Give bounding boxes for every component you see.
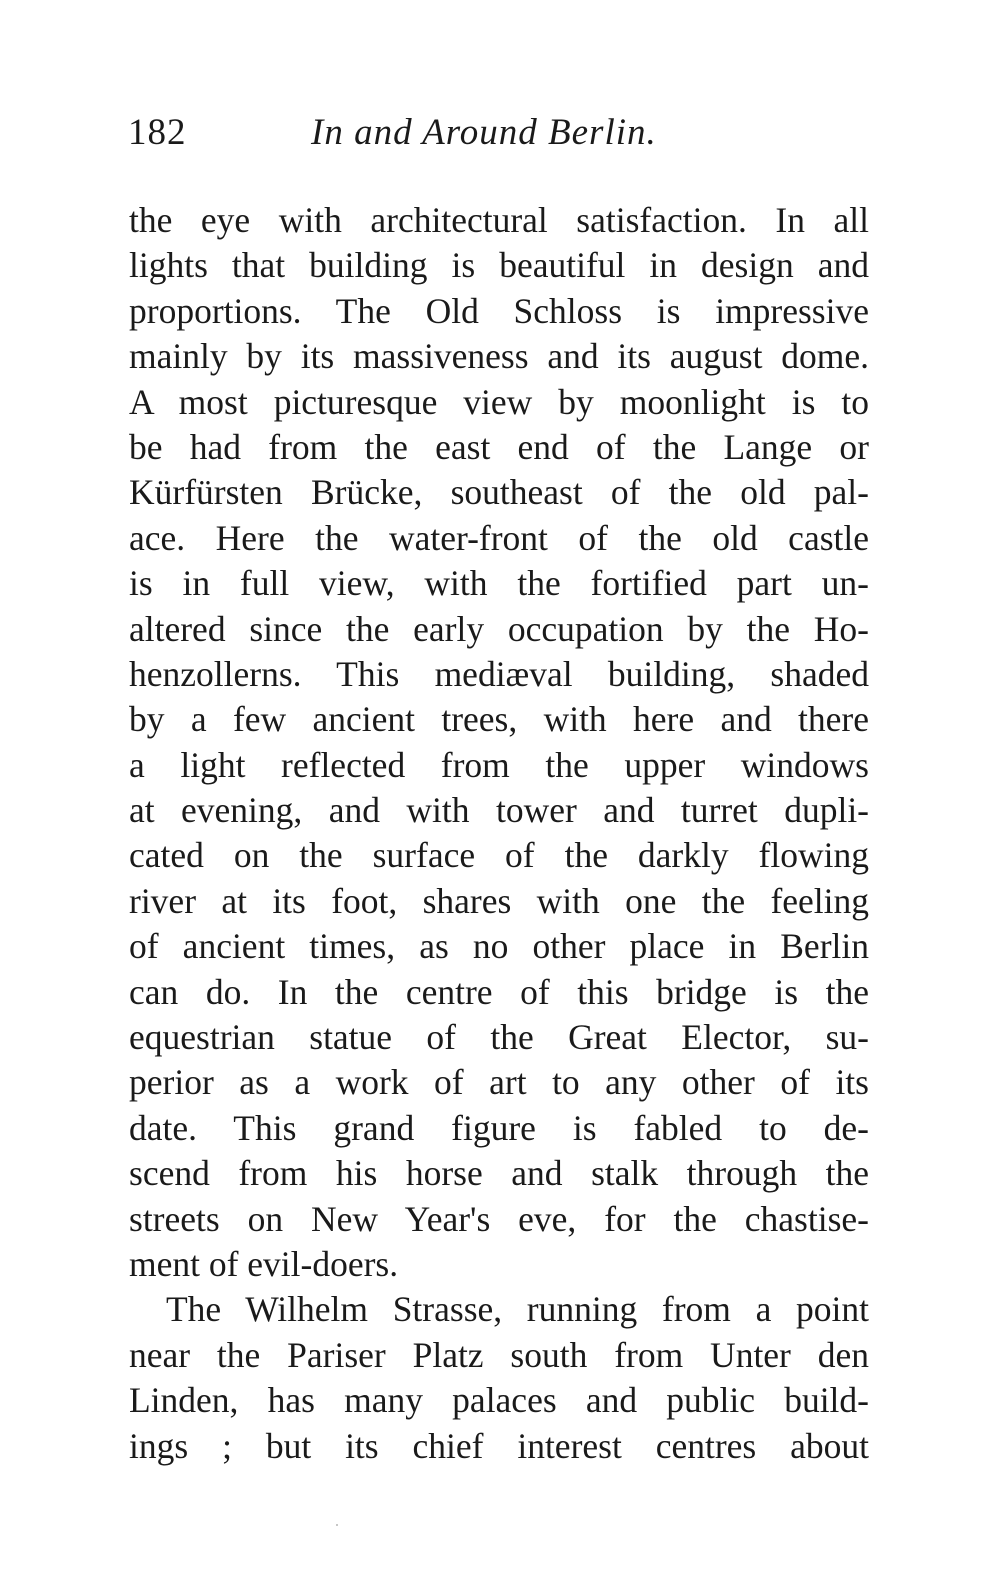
page-number: 182	[128, 112, 187, 153]
running-head	[128, 108, 868, 158]
text-line: by a few ancient trees, with here and there	[129, 699, 869, 740]
text-line: at evening, and with tower and turret dupli-	[129, 790, 869, 831]
text-line: A most picturesque view by moonlight is to	[129, 381, 869, 422]
text-line: streets on New Year's eve, for the chastise-	[129, 1198, 869, 1239]
text-line: Kürfürsten Brücke, southeast of the old pal-	[129, 472, 869, 513]
text-line: equestrian statue of the Great Elector, su-	[129, 1017, 869, 1058]
text-line: date. This grand figure is fabled to de-	[129, 1107, 869, 1148]
text-line: scend from his horse and stalk through the	[129, 1153, 869, 1194]
body-text	[129, 198, 869, 1469]
text-line: lights that building is beautiful in design and	[129, 245, 869, 286]
paragraph-2	[129, 1287, 869, 1469]
text-line: ace. Here the water-front of the old castle	[129, 517, 869, 558]
text-line: Linden, has many palaces and public build-	[129, 1380, 869, 1421]
text-line: the eye with architectural satisfaction. In all	[129, 200, 869, 240]
text-line: can do. In the centre of this bridge is the	[129, 971, 869, 1012]
text-line: proportions. The Old Schloss is impressive	[129, 290, 869, 331]
text-line: near the Pariser Platz south from Unter den	[129, 1334, 869, 1375]
text-line: altered since the early occupation by the Ho-	[129, 608, 869, 649]
text-line: of ancient times, as no other place in Berlin	[129, 926, 869, 967]
text-line: cated on the surface of the darkly flowing	[129, 835, 869, 876]
text-line: mainly by its massiveness and its august dome.	[129, 336, 869, 377]
text-line: The Wilhelm Strasse, running from a point	[166, 1289, 869, 1330]
text-line: a light reflected from the upper windows	[129, 744, 869, 785]
paper-speck	[336, 1524, 338, 1526]
text-line: is in full view, with the fortified part un-	[129, 563, 869, 604]
text-line: ment of evil-doers.	[129, 1243, 399, 1284]
text-line: perior as a work of art to any other of its	[129, 1062, 869, 1103]
text-line: ings ; but its chief interest centres about	[129, 1425, 869, 1466]
paragraph-1	[129, 198, 869, 1287]
text-line: henzollerns. This mediæval building, shaded	[129, 653, 869, 694]
text-line: river at its foot, shares with one the feeling	[129, 880, 869, 921]
text-line: be had from the east end of the Lange or	[129, 426, 869, 467]
running-title: In and Around Berlin.	[311, 112, 657, 153]
